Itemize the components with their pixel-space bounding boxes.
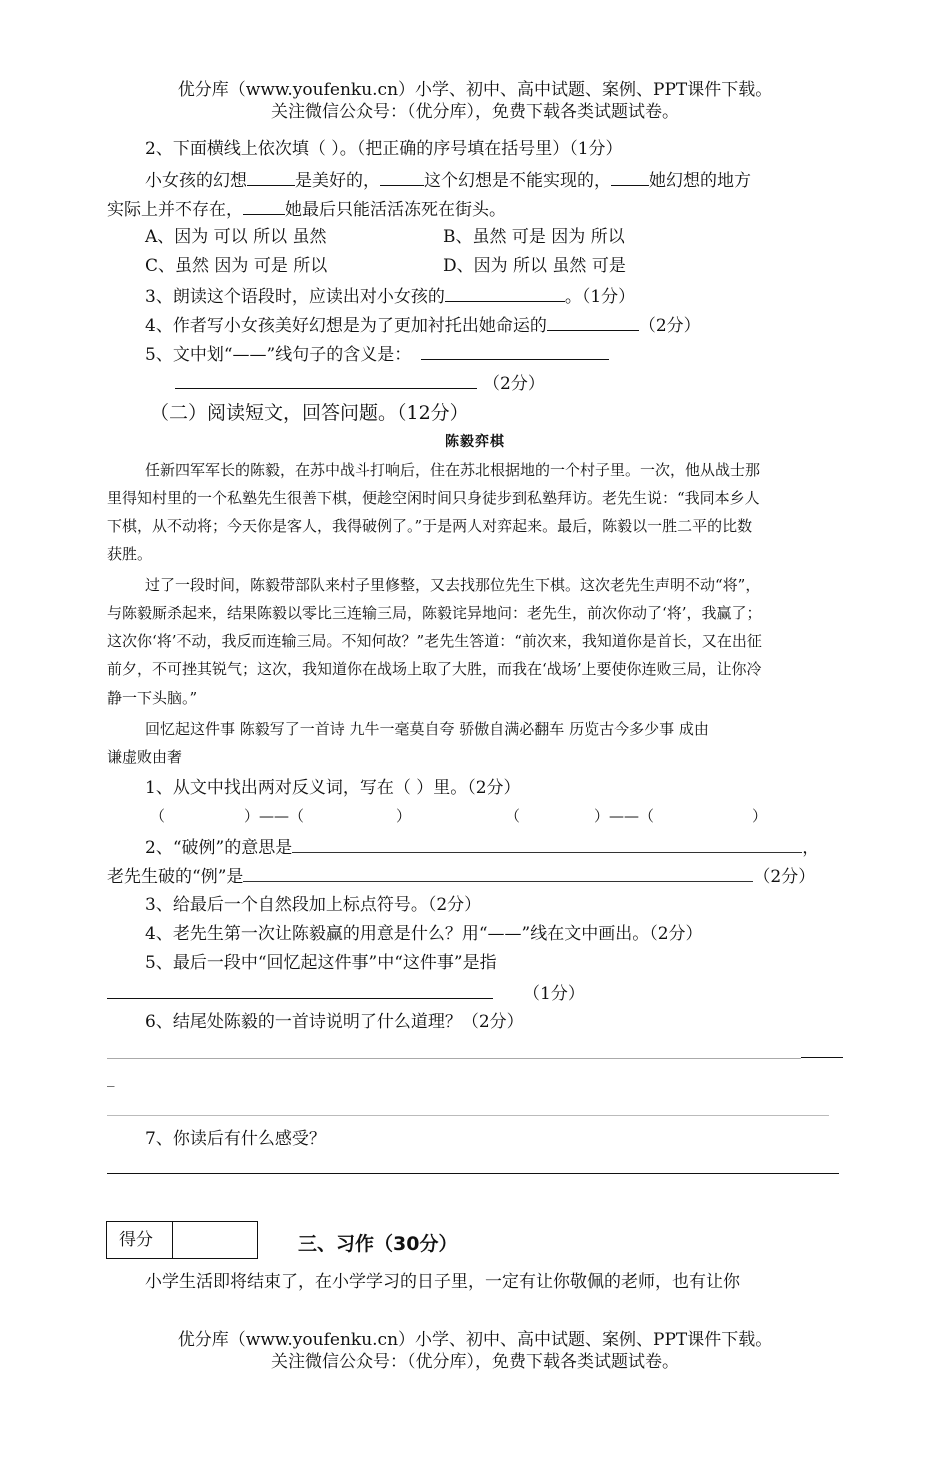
p1-question-4: 4、作者写小女孩美好幻想是为了更加衬托出她命运的 （2分） — [145, 313, 701, 337]
passage-p2-l5: 静一下头脑。” — [107, 689, 198, 707]
footer-line-1: 优分库（www.youfenku.cn）小学、初中、高中试题、案例、PPT课件下载。 — [177, 1330, 773, 1350]
paren: ）——（ — [594, 807, 655, 825]
paren: （ — [150, 807, 166, 825]
score-label: 得分 — [119, 1230, 153, 1250]
passage-p2-l2: 与陈毅厮杀起来，结果陈毅以零比三连输三局，陈毅诧异地问：老先生，前次你动了‘将’，我赢了； — [107, 604, 762, 622]
passage-p1-l4: 获胜。 — [107, 545, 153, 563]
blank — [611, 168, 649, 186]
essay-intro: 小学生活即将结束了，在小学学习的日子里，一定有让你敬佩的老师，也有让你 — [145, 1272, 740, 1292]
header-line-1: 优分库（www.youfenku.cn）小学、初中、高中试题、案例、PPT课件下载。 — [177, 80, 773, 100]
section-3-heading: 三、习作（30分） — [298, 1233, 458, 1255]
option-a: A、因为 可以 所以 虽然 — [145, 227, 327, 247]
blank — [547, 313, 639, 331]
footer-line-2: 关注微信公众号：（优分库），免费下载各类试题试卷。 — [271, 1352, 679, 1372]
blank — [175, 371, 477, 389]
p2-question-3: 3、给最后一个自然段加上标点符号。（2分） — [145, 895, 482, 915]
blank — [292, 836, 802, 853]
option-b: B、虽然 可是 因为 所以 — [443, 227, 625, 247]
p1-q2-passage-line1: 小女孩的幻想 是美好的， 这个幻想是不能实现的， 她幻想的地方 — [145, 168, 751, 192]
blank — [107, 981, 493, 999]
p2-question-5-line2: （1分） — [107, 981, 585, 1005]
p2-question-7: 7、你读后有什么感受？ — [145, 1129, 326, 1149]
p1-q2-passage-line2: 实际上并不存在， 她最后只能活活冻死在街头。 — [107, 197, 506, 221]
option-c: C、虽然 因为 可是 所以 — [145, 256, 328, 276]
option-d: D、因为 所以 虽然 可是 — [443, 256, 626, 276]
p1-question-5-line2: （2分） — [175, 371, 545, 395]
p2-question-5: 5、最后一段中“回忆起这件事”中“这件事”是指 — [145, 953, 497, 973]
blank — [445, 284, 565, 302]
passage-p2-l4: 前夕，不可挫其锐气；这次，我知道你在战场上取了大胜，而我在‘战场’上要使你连败三局，让你冷 — [107, 660, 762, 678]
score-box — [106, 1221, 258, 1259]
p2-question-1: 1、从文中找出两对反义词，写在（ ）里。（2分） — [145, 778, 521, 798]
stray-mark: _ — [107, 1069, 115, 1087]
answer-line — [107, 1173, 839, 1174]
score-divider — [172, 1222, 173, 1258]
blank — [421, 342, 609, 360]
paren: （ — [505, 807, 521, 825]
blank — [380, 168, 424, 186]
passage-p1-l3: 下棋，从不动将；今天你是客人，我得破例了。”于是两人对弈起来。最后，陈毅以一胜二平的比数 — [107, 517, 753, 535]
section-2-heading: （二）阅读短文，回答问题。（12分） — [150, 402, 469, 424]
p2-question-6: 6、结尾处陈毅的一首诗说明了什么道理？（2分） — [145, 1012, 524, 1032]
passage-p1-l1: 任新四军军长的陈毅，在苏中战斗打响后，住在苏北根据地的一个村子里。一次，他从战士那 — [145, 461, 761, 479]
answer-line — [801, 1057, 843, 1058]
p1-question-5: 5、文中划“——”线句子的含义是： — [145, 342, 609, 366]
paren: ） — [396, 807, 412, 825]
answer-line — [107, 1058, 801, 1059]
header-line-2: 关注微信公众号：（优分库），免费下载各类试题试卷。 — [271, 102, 679, 122]
answer-line — [107, 1115, 829, 1116]
blank — [247, 168, 295, 186]
blank — [243, 865, 753, 882]
paren: ） — [752, 807, 768, 825]
p1-question-2: 2、下面横线上依次填（ ）。（把正确的序号填在括号里）（1分） — [145, 139, 623, 159]
p2-question-4: 4、老先生第一次让陈毅赢的用意是什么？用“——”线在文中画出。（2分） — [145, 924, 703, 944]
blank — [243, 197, 285, 215]
p2-question-2b: 老先生破的“例”是 （2分） — [107, 867, 816, 887]
passage-title: 陈毅弈棋 — [445, 434, 505, 450]
passage-p2-l3: 这次你‘将’不动，我反而连输三局。不知何故？”老先生答道：“前次来，我知道你是首长，又在出征 — [107, 632, 762, 650]
p1-question-3: 3、朗读这个语段时，应读出对小女孩的 。（1分） — [145, 284, 635, 308]
passage-p2-l1: 过了一段时间，陈毅带部队来村子里修整，又去找那位先生下棋。这次老先生声明不动“将”， — [145, 576, 761, 594]
passage-p3-l2: 谦虚败由奢 — [107, 748, 183, 766]
passage-p1-l2: 里得知村里的一个私塾先生很善下棋，便趁空闲时间只身徒步到私塾拜访。老先生说：“我同本乡人 — [107, 489, 760, 507]
passage-p3-l1: 回忆起这件事 陈毅写了一首诗 九牛一毫莫自夸 骄傲自满必翻车 历览古今多少事 成由 — [145, 720, 709, 738]
paren: ）——（ — [244, 807, 305, 825]
p2-question-2a: 2、“破例”的意思是 ， — [145, 838, 820, 858]
